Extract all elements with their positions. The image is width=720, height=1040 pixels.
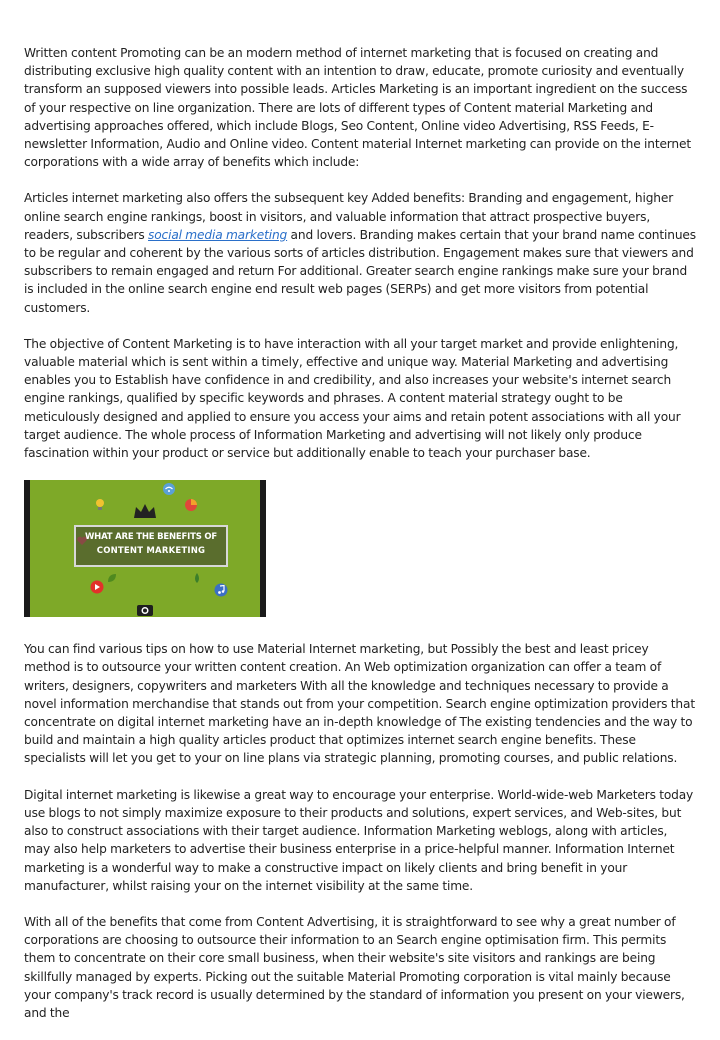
paragraph-benefits-text-start: Articles internet marketing also offers the subsequent key Added benefits: Branding and engagement, higher online search engine rankings, boost in visitors, and valuable information that attract prospective buyers, readers, subscribers: [24, 191, 674, 242]
lightbulb-icon: [94, 498, 106, 512]
paragraph-intro: Written content Promoting can be an modern method of internet marketing that is focused on creating and distributing exclusive high quality content with an intention to draw, educate, promote curiosity and eventually transform an supposed viewers into possible leads. Articles Marketing is an important ingredient on the success of your respective on line organization. There are lots of different types of Content material Marketing and advertising approaches offered, which include Blogs, Seo Content, Online video Advertising, RSS Feeds, E-newsletter Information, Audio and Online video. Content material Internet marketing can provide on the internet corporations with a wide array of benefits which include:: [24, 46, 691, 170]
crown-icon: [132, 502, 158, 520]
social-media-marketing-link[interactable]: social media marketing: [148, 227, 288, 242]
image-right-border: [260, 480, 266, 617]
image-banner-subtitle: CONTENT MARKETING: [96, 546, 206, 557]
wifi-icon: [162, 483, 176, 495]
paragraph-objective: The objective of Content Marketing is to have interaction with all your target market and provide enlightening, valuable material which is sent within a timely, effective and unique way. Material Marketing and advertising enables you to Establish have confidence in and credibility, and also increases your website's internet search engine rankings, qualified by specific keywords and phrases. A content material strategy ought to be meticulously designed and applied to ensure you access your aims and retain potent associations with all your target audience. The whole process of Information Marketing and advertising will not likely only produce fascination within your product or service but additionally enable to teach your purchaser base.: [24, 336, 681, 461]
drop-icon: [192, 572, 202, 584]
paragraph-benefits: [24, 189, 696, 316]
article-body: [24, 44, 696, 1040]
image-banner: [74, 525, 228, 567]
paragraph-digital-marketing: Digital internet marketing is likewise a great way to encourage your enterprise. World-wide-web Marketers today use blogs to not simply maximize exposure to their products and solutions, expert services, and Web-sites, but also to construct associations with their target audience. Information Marketing weblogs, along with articles, may also help marketers to advertise their business enterprise in a price-helpful manner. Information Internet marketing is a wonderful way to make a constructive impact on likely clients and bring benefit in your manufacturer, whilst raising your on the internet visibility at the same time.: [24, 787, 694, 893]
paragraph-benefits-text-end: and lovers. Branding makes certain that your brand name continues to be regular and coherent by the various sorts of articles distribution. Engagement makes sure that viewers and subscribers to remain engaged and return For additional. Greater search engine rankings make sure your brand is included in the online search engine end result web pages (SERPs) and get more visitors from potential customers.: [24, 227, 696, 315]
camera-icon: [136, 602, 154, 616]
music-note-icon: [214, 583, 228, 597]
paragraph-tips: You can find various tips on how to use Material Internet marketing, but Possibly the best and least pricey method is to outsource your written content creation. An Web optimization organization can offer a team of writers, designers, copywriters and marketers With all the knowledge and techniques necessary to provide a novel information merchandise that stands out from your competition. Search engine optimization providers that concentrate on digital internet marketing have an in-depth knowledge of The existing tendencies and the way to build and maintain a high quality articles product that optimizes internet search engine benefits. These specialists will let you get to your on line plans via strategic planning, promoting courses, and public relations.: [24, 642, 695, 766]
image-banner-title: WHAT ARE THE BENEFITS OF: [84, 532, 218, 543]
chart-icon: [184, 498, 198, 512]
play-icon: [90, 580, 104, 594]
content-marketing-image: [24, 480, 266, 617]
image-left-border: [24, 480, 30, 617]
leaf-icon: [106, 572, 118, 584]
paragraph-outsourcing: With all of the benefits that come from Content Advertising, it is straightforward to see why a great number of corporations are choosing to outsource their information to an Search engine optimisation firm. This permits them to concentrate on their core small business, when their website's site visitors and rankings are being skillfully managed by experts. Picking out the suitable Material Promoting corporation is vital mainly because your company's track record is usually determined by the standard of information you present on your viewers, and the: [24, 914, 685, 1020]
